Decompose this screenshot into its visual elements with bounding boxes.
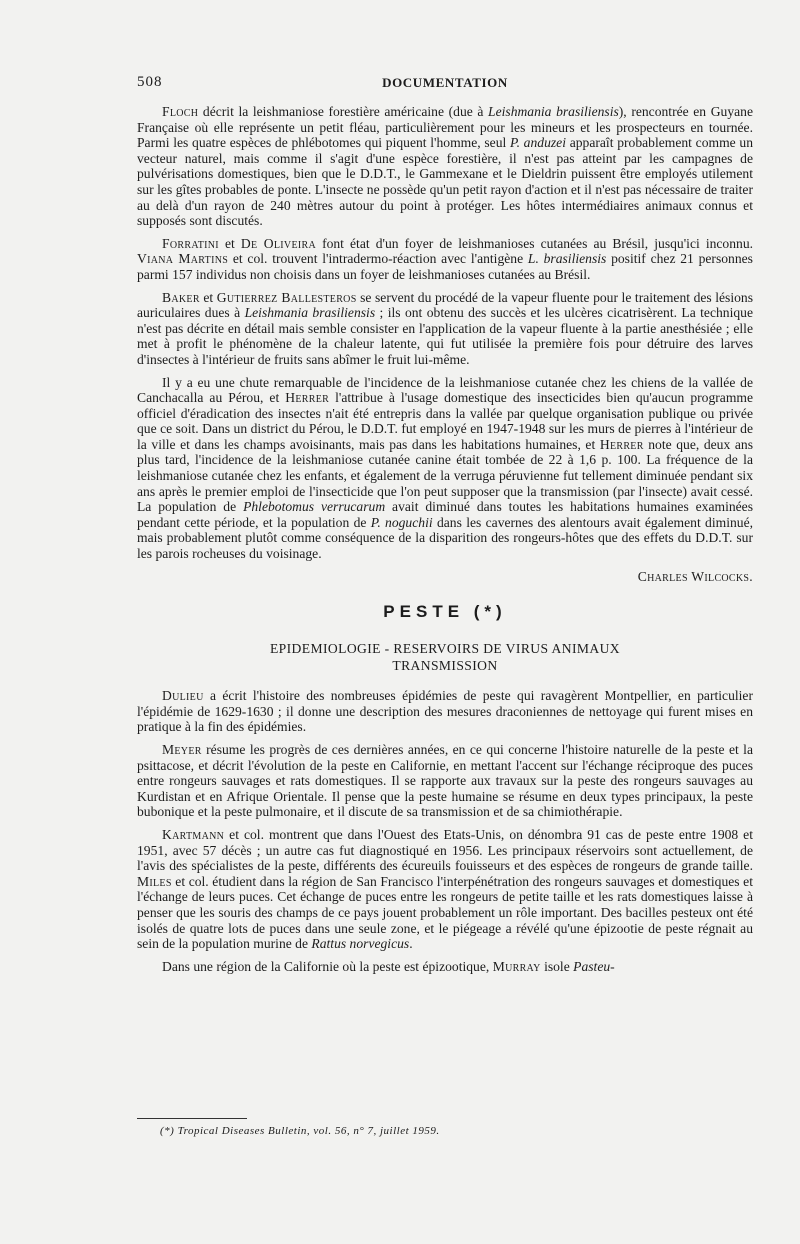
text-run: note que, deux ans plus tard, l'incidence de la leishmaniose cutanée canine était tombée de 22 à 1,6 p. 100. La fréquence de la leishmaniose cutanée chez les enfants, et également de la verruga péruvienne fut tellement diminuée pendant six ans après le premier emploi de l'insecticide que l'on peut supposer que la transmission (par l'insecte) avait cessé. La population de <box>137 436 753 515</box>
author-name: Kartmann <box>162 826 225 842</box>
paragraph <box>137 742 753 820</box>
article-body <box>137 104 753 981</box>
author-name: Baker <box>162 289 200 305</box>
text-run: se servent du procédé de la vapeur fluente pour le traitement des lésions auriculaires dues à <box>137 289 754 321</box>
italic-term: Rattus norvegicus <box>311 936 410 952</box>
author-name: Miles <box>137 873 172 889</box>
text-run: et col. montrent que dans l'Ouest des Etats-Unis, on dénombra 91 cas de peste entre 1908 et 1951, avec 57 décès ; un autre cas fut diagnostiqué en 1956. Les principaux réservoirs sont actuellement, de l'avis des spécialistes de la peste, différents des écureuils fouisseurs et des espèces de rongeurs de grande taille. <box>137 826 753 874</box>
author-name: De Oliveira <box>240 235 316 251</box>
text-run: apparaît probablement comme un vecteur naturel, mais comme il s'agit d'une espèce forestière, il n'est pas atteint par les campagnes de pulvérisations domestiques, bien que le D.D.T., le Gammexane et le Dieldrin puissent être employés utilement sur les gîtes probables de ponte. L'insecte ne possède qu'un petit rayon d'action et il n'est pas nécessaire de traiter au delà d'un rayon de 240 mètres autour du point à protéger. Les hôtes intermédiaires animaux connus et supposés sont discutés. <box>137 135 753 229</box>
section-subtitle <box>137 640 753 674</box>
text-run: positif chez 21 personnes parmi 157 individus non choisis dans un foyer de leishmanioses cutanées au Brésil. <box>137 251 753 282</box>
paragraph <box>137 375 753 562</box>
author-name: Floch <box>162 104 199 119</box>
text-run: dans les cavernes des alentours avait également diminué, mais probablement plutôt comme conséquence de la disparition des rongeurs-hôtes que des effets du D.D.T. sur les parois rocheuses du voisinage. <box>137 514 754 562</box>
text-run: Dans une région de la Californie où la peste est épizootique, <box>162 958 493 974</box>
text-run: décrit la leishmaniose forestière américaine (due à <box>198 104 489 119</box>
text-run: . <box>409 936 413 952</box>
running-title: DOCUMENTATION <box>382 75 508 90</box>
text-run: et <box>199 289 217 305</box>
text-run: et col. trouvent l'intradermo-réaction avec l'antigène <box>228 251 528 267</box>
paragraph <box>137 827 753 952</box>
text-run: avait diminué dans toutes les habitations humaines examinées pendant cette période, et la population de <box>137 499 754 530</box>
paragraph <box>137 104 753 229</box>
author-name: Meyer <box>162 742 202 757</box>
italic-term: P. noguchii <box>370 514 433 530</box>
paragraph <box>137 959 753 975</box>
italic-term: L. brasiliensis <box>527 251 607 267</box>
italic-term: Pasteu- <box>573 958 615 974</box>
footnote: (*) Tropical Diseases Bulletin, vol. 56, n° 7, juillet 1959. <box>160 1125 440 1137</box>
italic-term: Phlebotomus verrucarum <box>243 499 386 515</box>
italic-term: Leishmania brasiliensis <box>244 305 376 321</box>
subtitle-line-2: TRANSMISSION <box>392 658 498 674</box>
text-run: résume les progrès de ces dernières années, en ce qui concerne l'histoire naturelle de la peste et la psittacose, et décrit l'évolution de la peste en Californie, en mettant l'accent sur l'échange réciproque des puces entre rongeurs sauvages et rats domestiques. Il se rapporte aux travaux sur la peste des rongeurs sauvages au Kurdistan et en Afrique Orientale. Il pense que la peste humaine se résume en deux types principaux, la peste bubonique et la peste pulmonaire, et il discute de sa transmission et de sa chimiothérapie. <box>137 742 753 820</box>
peste-section <box>137 688 753 974</box>
text-run: a écrit l'histoire des nombreuses épidémies de peste qui ravagèrent Montpellier, en particulier l'épidémie de 1629-1630 ; il donne une description des mesures draconiennes de nettoyage qui furent mises en pratique à la fin des épidémies. <box>137 688 753 735</box>
author-name: Gutierrez Ballesteros <box>216 289 357 305</box>
author-signature: Charles Wilcocks. <box>637 568 753 584</box>
author-name: Viana Martins <box>137 251 229 267</box>
paragraph <box>137 688 753 735</box>
text-run: et col. étudient dans la région de San Francisco l'interpénétration des rongeurs sauvages et domestiques et l'échange de leurs puces. Cet échange de puces entre les rongeurs de petite taille et les rats domestiques laisse à penser que les souris des champs de ce pays jouent probablement un rôle important. Des bacilles pesteux ont été isolés de quatre lots de puces dans une seule zone, et le piégeage a révélé qu'une épizootie de peste régnait au sein de la population murine de <box>137 873 753 952</box>
paragraph <box>137 290 753 368</box>
text-run: Il y a eu une chute remarquable de l'incidence de la leishmaniose cutanée chez les chiens de la vallée de Canchacalla au Pérou, et <box>137 374 753 406</box>
text-run: l'attribue à l'usage domestique des insecticides bien qu'aucun programme officiel d'éradication des insectes n'ait été entrepris dans la vallée par quelque organisation publique ou privée que ce soit. Dans un district du Pérou, le D.D.T. fut employé en 1947-1948 sur les murs de pierres à l'intérieur de la ville et dans les champs avoisinants, mais pas dans les habitations humaines, et <box>137 390 753 452</box>
paragraph <box>137 236 753 283</box>
author-name: Forratini <box>162 235 219 251</box>
author-name: Dulieu <box>162 688 204 704</box>
text-run: ; ils ont obtenu des succès et les ulcères cicatrisèrent. La technique n'est pas décrite en détail mais semble consister en l'application de la vapeur fluente à la partie anesthésiée ; elle met à profit le phénomène de la chaleur latente, qui fut utilisée la première fois pour détruire des larves d'insectes à l'intérieur de fruits sans abîmer le fruit lui-même. <box>137 305 753 367</box>
text-run: et <box>218 235 241 251</box>
subtitle-line-1: EPIDEMIOLOGIE - RESERVOIRS DE VIRUS ANIMAUX <box>269 641 621 657</box>
text-run: ), rencontrée en Guyane Française où elle représente un petit fléau, particulièrement pour les mineurs et les prospecteurs en tournée. Parmi les quatre espèces de phlébotomes qui piquent l'homme, seul <box>137 104 753 151</box>
text-run: isole <box>540 958 574 974</box>
footnote-rule <box>137 1118 247 1119</box>
page-number: 508 <box>137 74 163 90</box>
author-name: Herrer <box>285 390 330 406</box>
italic-term: Leishmania brasiliensis <box>488 104 619 119</box>
section-title: PESTE (*) <box>383 602 507 622</box>
text-run: font état d'un foyer de leishmanioses cutanées au Brésil, jusqu'ici inconnu. <box>316 235 754 251</box>
leishmaniose-section <box>137 104 753 562</box>
author-name: Herrer <box>599 436 644 452</box>
italic-term: P. anduzei <box>510 135 566 151</box>
author-name: Murray <box>492 958 541 974</box>
page-header <box>137 74 753 92</box>
